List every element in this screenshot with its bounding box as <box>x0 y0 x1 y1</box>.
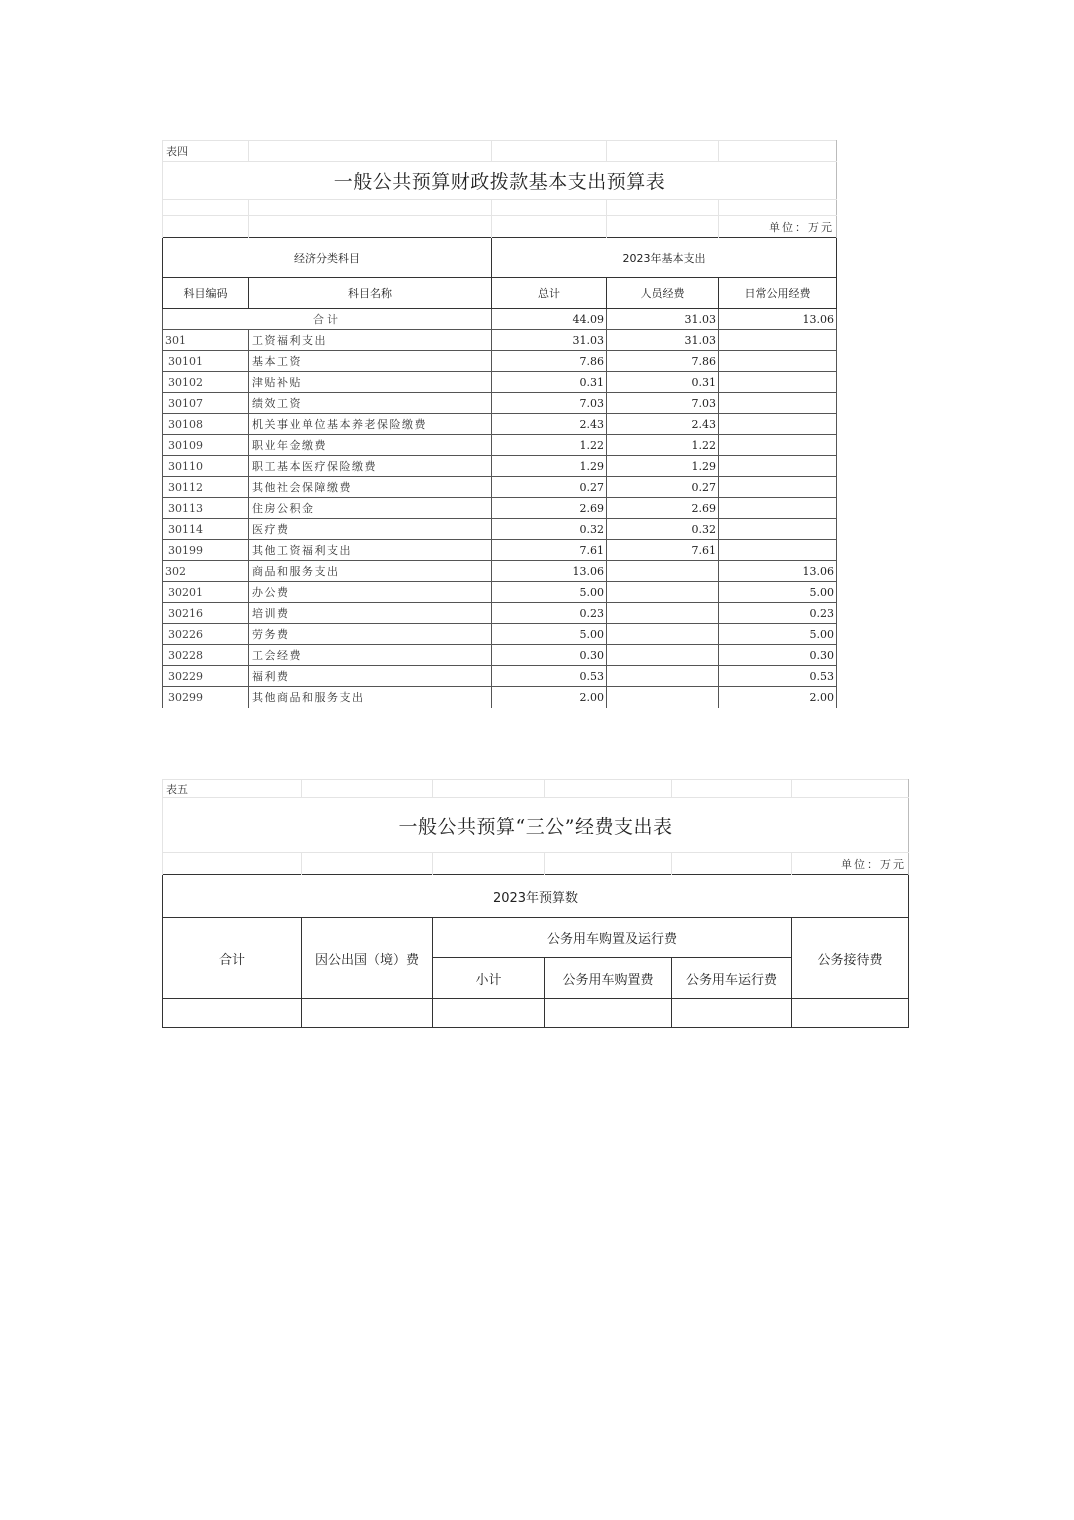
value-vehicle-subtotal <box>433 999 545 1028</box>
value-t5-total <box>163 999 302 1028</box>
row-name: 办公费 <box>249 582 492 603</box>
row-personnel <box>607 666 719 687</box>
total-row-public: 13.06 <box>719 309 837 330</box>
row-total: 5.00 <box>492 582 607 603</box>
table-row <box>163 477 837 498</box>
row-public: 5.00 <box>719 582 837 603</box>
basic-expenditure-table <box>162 140 837 708</box>
header-subject-code: 科目编码 <box>163 278 249 309</box>
row-personnel: 1.29 <box>607 456 719 477</box>
row-name: 医疗费 <box>249 519 492 540</box>
row-total: 1.29 <box>492 456 607 477</box>
table5-header <box>163 875 909 1028</box>
row-public <box>719 498 837 519</box>
row-personnel <box>607 687 719 708</box>
table-row <box>163 435 837 456</box>
table4-header <box>163 238 837 309</box>
row-personnel: 7.61 <box>607 540 719 561</box>
header-personnel-expense: 人员经费 <box>607 278 719 309</box>
row-name: 福利费 <box>249 666 492 687</box>
row-code: 30228 <box>163 645 249 666</box>
row-personnel <box>607 582 719 603</box>
row-personnel: 7.03 <box>607 393 719 414</box>
row-public: 5.00 <box>719 624 837 645</box>
row-total: 13.06 <box>492 561 607 582</box>
row-total: 0.27 <box>492 477 607 498</box>
row-code: 30226 <box>163 624 249 645</box>
row-personnel <box>607 645 719 666</box>
row-personnel: 0.27 <box>607 477 719 498</box>
row-name: 绩效工资 <box>249 393 492 414</box>
row-code: 30201 <box>163 582 249 603</box>
row-code: 30229 <box>163 666 249 687</box>
table-row <box>163 519 837 540</box>
row-code: 30102 <box>163 372 249 393</box>
row-public: 0.23 <box>719 603 837 624</box>
row-code: 30112 <box>163 477 249 498</box>
table5-title-row <box>163 798 909 853</box>
table-row <box>163 582 837 603</box>
row-personnel <box>607 624 719 645</box>
table-row <box>163 624 837 645</box>
row-name: 住房公积金 <box>249 498 492 519</box>
row-name: 其他商品和服务支出 <box>249 687 492 708</box>
row-total: 2.00 <box>492 687 607 708</box>
total-row <box>163 309 837 330</box>
row-code: 30114 <box>163 519 249 540</box>
row-code: 30107 <box>163 393 249 414</box>
table-row <box>163 603 837 624</box>
row-name: 其他社会保障缴费 <box>249 477 492 498</box>
row-personnel: 0.32 <box>607 519 719 540</box>
three-public-expenses-table <box>162 779 909 1028</box>
row-total: 5.00 <box>492 624 607 645</box>
table5-value-row <box>163 999 909 1028</box>
row-public <box>719 435 837 456</box>
table-row <box>163 561 837 582</box>
row-name: 劳务费 <box>249 624 492 645</box>
row-total: 0.32 <box>492 519 607 540</box>
row-name: 其他工资福利支出 <box>249 540 492 561</box>
row-code: 30108 <box>163 414 249 435</box>
table4-unit-row <box>163 216 837 238</box>
table5-unit: 单位：万元 <box>792 853 909 875</box>
header-2023-basic-expenditure: 2023年基本支出 <box>492 238 837 278</box>
table4-unit: 单位：万元 <box>719 216 837 238</box>
row-code: 30113 <box>163 498 249 519</box>
row-name: 培训费 <box>249 603 492 624</box>
value-vehicle-purchase <box>545 999 672 1028</box>
table-row <box>163 498 837 519</box>
row-name: 商品和服务支出 <box>249 561 492 582</box>
header-total: 总计 <box>492 278 607 309</box>
row-total: 0.23 <box>492 603 607 624</box>
header-2023-budget: 2023年预算数 <box>163 875 909 918</box>
table-row <box>163 687 837 708</box>
row-code: 30199 <box>163 540 249 561</box>
table-row <box>163 372 837 393</box>
total-row-personnel: 31.03 <box>607 309 719 330</box>
row-public <box>719 351 837 372</box>
header-economic-classification: 经济分类科目 <box>163 238 492 278</box>
table4-title-row <box>163 162 837 200</box>
row-name: 职工基本医疗保险缴费 <box>249 456 492 477</box>
table5-unit-row <box>163 853 909 875</box>
row-code: 302 <box>163 561 249 582</box>
row-total: 1.22 <box>492 435 607 456</box>
table-row <box>163 414 837 435</box>
row-total: 7.86 <box>492 351 607 372</box>
row-personnel: 2.43 <box>607 414 719 435</box>
table5-label: 表五 <box>163 780 302 798</box>
row-public: 0.53 <box>719 666 837 687</box>
total-row-label: 合计 <box>163 309 492 330</box>
value-vehicle-operation <box>672 999 792 1028</box>
table-row <box>163 666 837 687</box>
row-name: 津贴补贴 <box>249 372 492 393</box>
row-code: 301 <box>163 330 249 351</box>
table-row <box>163 456 837 477</box>
table4-spacer-row <box>163 200 837 216</box>
row-total: 2.69 <box>492 498 607 519</box>
header-public-expense: 日常公用经费 <box>719 278 837 309</box>
row-public: 2.00 <box>719 687 837 708</box>
header-subject-name: 科目名称 <box>249 278 492 309</box>
row-code: 30216 <box>163 603 249 624</box>
table4-title: 一般公共预算财政拨款基本支出预算表 <box>163 162 837 200</box>
row-total: 0.30 <box>492 645 607 666</box>
row-code: 30299 <box>163 687 249 708</box>
header-abroad-expense: 因公出国（境）费 <box>302 918 433 999</box>
row-personnel: 0.31 <box>607 372 719 393</box>
total-row-total: 44.09 <box>492 309 607 330</box>
row-personnel <box>607 561 719 582</box>
row-total: 7.03 <box>492 393 607 414</box>
row-name: 工资福利支出 <box>249 330 492 351</box>
row-name: 工会经费 <box>249 645 492 666</box>
table-row <box>163 393 837 414</box>
table-row <box>163 540 837 561</box>
row-public <box>719 330 837 351</box>
table5-title: 一般公共预算“三公”经费支出表 <box>163 798 909 853</box>
table4-label: 表四 <box>163 141 249 162</box>
row-public <box>719 456 837 477</box>
row-personnel <box>607 603 719 624</box>
header-reception-expense: 公务接待费 <box>792 918 909 999</box>
header-vehicle-expense: 公务用车购置及运行费 <box>433 918 792 958</box>
row-public <box>719 414 837 435</box>
table4-body <box>163 309 837 708</box>
table-row <box>163 330 837 351</box>
row-total: 0.31 <box>492 372 607 393</box>
row-public <box>719 393 837 414</box>
table-row <box>163 351 837 372</box>
table-row <box>163 645 837 666</box>
header-vehicle-purchase: 公务用车购置费 <box>545 958 672 999</box>
row-total: 2.43 <box>492 414 607 435</box>
header-vehicle-operation: 公务用车运行费 <box>672 958 792 999</box>
row-total: 0.53 <box>492 666 607 687</box>
row-code: 30109 <box>163 435 249 456</box>
row-public <box>719 519 837 540</box>
row-code: 30110 <box>163 456 249 477</box>
row-public: 0.30 <box>719 645 837 666</box>
header-t5-total: 合计 <box>163 918 302 999</box>
row-personnel: 7.86 <box>607 351 719 372</box>
row-personnel: 31.03 <box>607 330 719 351</box>
header-vehicle-subtotal: 小计 <box>433 958 545 999</box>
row-name: 职业年金缴费 <box>249 435 492 456</box>
row-public <box>719 477 837 498</box>
row-public <box>719 372 837 393</box>
row-name: 机关事业单位基本养老保险缴费 <box>249 414 492 435</box>
row-personnel: 2.69 <box>607 498 719 519</box>
row-public: 13.06 <box>719 561 837 582</box>
row-total: 31.03 <box>492 330 607 351</box>
row-code: 30101 <box>163 351 249 372</box>
row-name: 基本工资 <box>249 351 492 372</box>
value-abroad-expense <box>302 999 433 1028</box>
value-reception-expense <box>792 999 909 1028</box>
row-personnel: 1.22 <box>607 435 719 456</box>
table4-label-row <box>163 141 837 162</box>
table4-top <box>163 141 837 162</box>
table5-label-row <box>163 780 909 798</box>
row-total: 7.61 <box>492 540 607 561</box>
row-public <box>719 540 837 561</box>
